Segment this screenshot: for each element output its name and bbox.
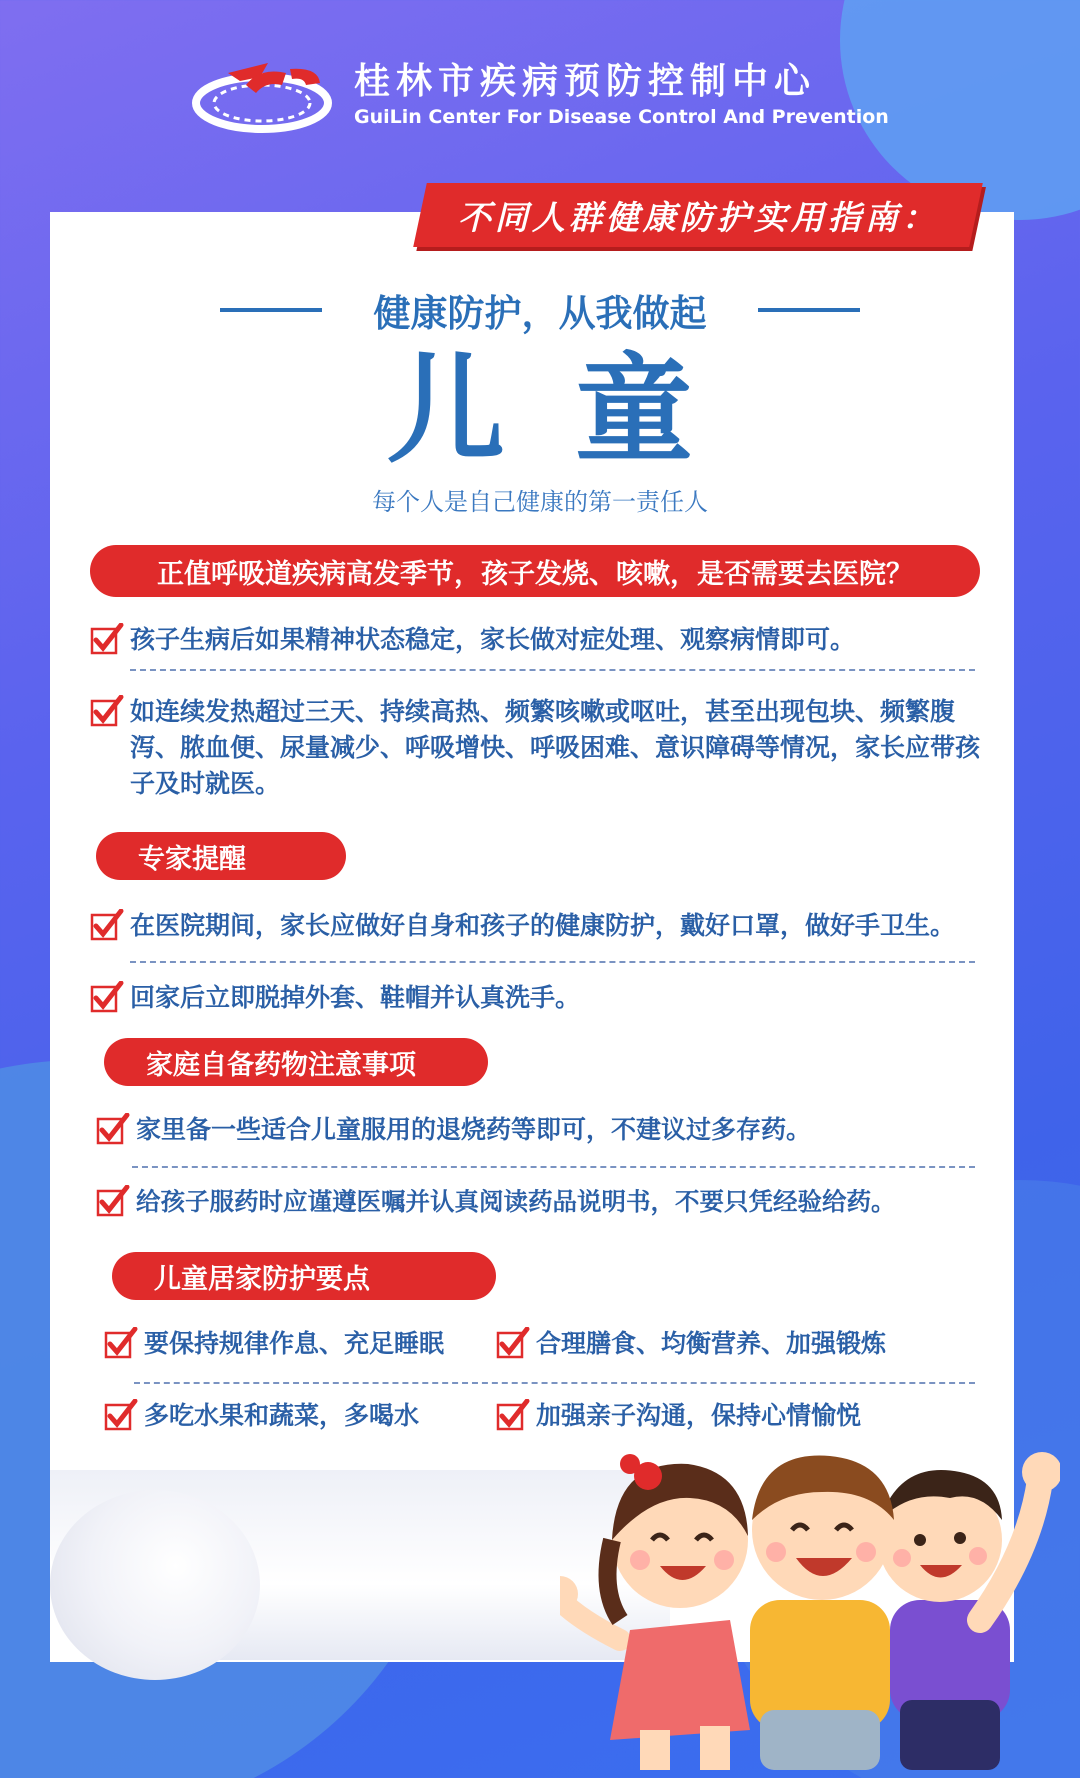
list-item-text: 合理膳食、均衡营养、加强锻炼 [536,1329,887,1358]
cdc-logo-icon [190,53,340,137]
expert-heading [96,832,346,880]
cartoon-children-illustration [560,1380,1060,1778]
list-item-text: 多吃水果和蔬菜，多喝水 [144,1401,420,1430]
list-item [90,980,990,1016]
list-item-text: 在医院期间，家长应做好自身和孩子的健康防护，戴好口罩，做好手卫生。 [130,911,956,940]
checkmark-icon [104,1399,138,1433]
boy-middle [750,1456,894,1770]
medicine-heading-text: 家庭自备药物注意事项 [146,1049,416,1081]
paper-curl-roll [50,1490,260,1680]
checkmark-icon [96,1113,130,1147]
subtitle: 健康防护，从我做起 [373,292,707,335]
home-heading [112,1252,496,1300]
list-item-text: 回家后立即脱掉外套、鞋帽并认真洗手。 [130,983,581,1012]
checkmark-icon [90,981,124,1015]
divider [130,961,975,963]
list-item [90,622,990,658]
list-item [104,1326,504,1362]
list-item [90,694,980,802]
medicine-heading [104,1038,488,1086]
subtitle-line-right [758,308,860,312]
checkmark-icon [90,909,124,943]
subtitle-line-left [220,308,322,312]
checkmark-icon [90,623,124,657]
list-item [496,1326,976,1362]
checkmark-icon [96,1185,130,1219]
expert-heading-text: 专家提醒 [138,843,246,875]
list-item-text: 如连续发热超过三天、持续高热、频繁咳嗽或呕吐，甚至出现包块、频繁腹泻、脓血便、尿量减少、呼吸增快、呼吸困难、意识障碍等情况，家长应带孩子及时就医。 [130,697,981,798]
header [190,50,910,140]
divider [130,669,975,671]
list-item-text: 加强亲子沟通，保持心情愉悦 [536,1401,862,1430]
list-item-text: 家里备一些适合儿童服用的退烧药等即可，不建议过多存药。 [136,1115,812,1144]
girl-left [560,1454,750,1770]
guide-banner-text: 不同人群健康防护实用指南： [457,197,939,237]
guide-banner [413,183,983,247]
list-item [104,1398,504,1434]
list-item [96,1112,996,1148]
org-name-cn: 桂林市疾病预防控制中心 [354,61,817,102]
list-item-text: 孩子生病后如果精神状态稳定，家长做对症处理、观察病情即可。 [130,625,856,654]
divider [132,1166,975,1168]
checkmark-icon [90,695,124,729]
boy-right [878,1452,1060,1770]
question-heading-text: 正值呼吸道疾病高发季节，孩子发烧、咳嗽，是否需要去医院？ [157,558,913,590]
list-item-text: 给孩子服药时应谨遵医嘱并认真阅读药品说明书，不要只凭经验给药。 [136,1187,896,1216]
list-item-text: 要保持规律作息、充足睡眠 [144,1329,445,1358]
checkmark-icon [496,1399,530,1433]
subtitle-row [220,285,860,335]
home-heading-text: 儿童居家防护要点 [154,1263,370,1295]
tagline: 每个人是自己健康的第一责任人 [372,488,708,516]
list-item [96,1184,1016,1220]
org-name-en: GuiLin Center For Disease Control And Prevention [354,106,889,128]
page-title: 儿童 [386,341,763,479]
list-item [90,908,990,944]
checkmark-icon [104,1327,138,1361]
checkmark-icon [496,1327,530,1361]
question-heading [90,545,980,597]
